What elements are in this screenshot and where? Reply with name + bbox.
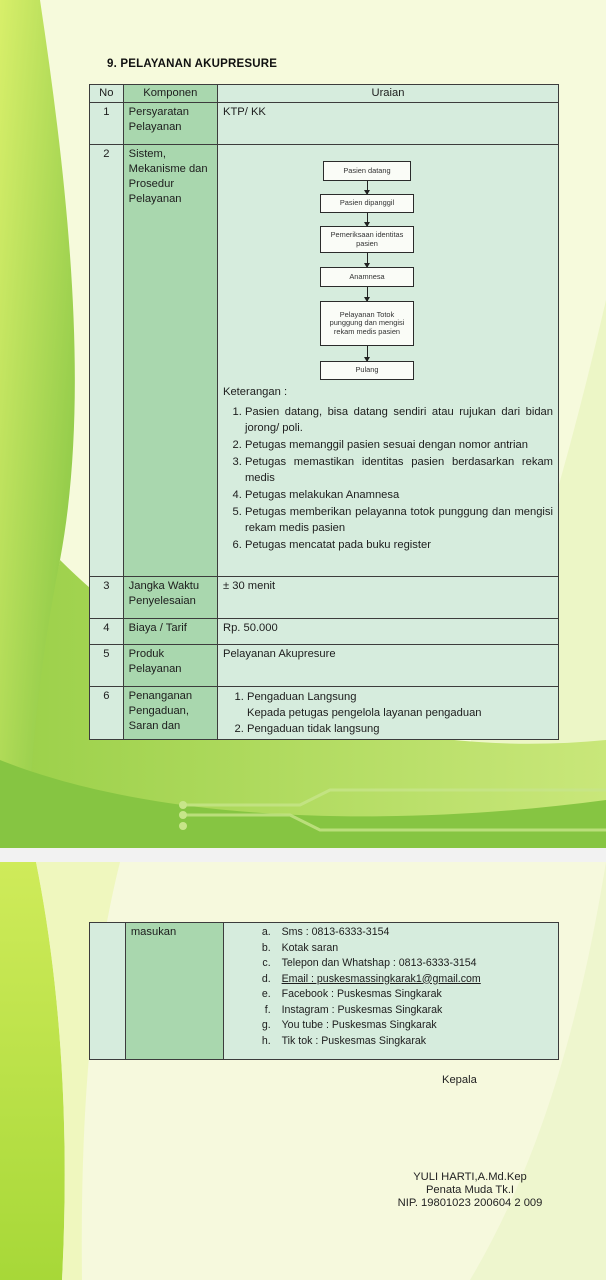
flow-arrow: [367, 346, 368, 361]
row-number: [90, 923, 126, 1060]
keterangan-label: Keterangan :: [222, 386, 288, 398]
row-komponen: Biaya / Tarif: [123, 619, 217, 645]
table-row: [90, 145, 559, 577]
list-item: e. Facebook : Puskesmas Singkarak: [274, 987, 553, 1003]
row-number: 6: [90, 687, 124, 740]
header-uraian: Uraian: [217, 85, 558, 103]
pengaduan-list: [223, 689, 553, 737]
service-standard-table-continued: [89, 922, 559, 1060]
signature-block: [380, 1171, 560, 1210]
pengaduan-channel-list: [229, 925, 553, 1049]
list-item: 1. Pasien datang, bisa datang sendiri atau rujukan dari bidan jorong/ poli.: [245, 404, 553, 436]
signature-title: Kepala: [442, 1074, 477, 1086]
signatory-rank: Penata Muda Tk.I: [425, 1184, 515, 1196]
row-uraian: Pelayanan Akupresure: [217, 645, 558, 687]
list-item: 4. Petugas melakukan Anamnesa: [245, 487, 553, 503]
flow-arrow: [367, 213, 368, 226]
header-no: No: [90, 85, 124, 103]
list-item: f. Instagram : Puskesmas Singkarak: [274, 1003, 553, 1019]
signatory-nip: NIP. 19801023 200604 2 009: [397, 1197, 543, 1209]
row-komponen: Penanganan Pengaduan, Saran dan: [123, 687, 217, 740]
row-number: 2: [90, 145, 124, 577]
row-uraian: [223, 923, 558, 1060]
list-item: 2. Petugas memanggil pasien sesuai dengan nomor antrian: [245, 437, 553, 453]
list-item: a. Sms : 0813-6333-3154: [274, 925, 553, 941]
table-row: [90, 645, 559, 687]
list-item: 6. Petugas mencatat pada buku register: [245, 537, 553, 553]
flow-step: Pulang: [320, 361, 414, 380]
row-uraian: ± 30 menit: [217, 577, 558, 619]
list-item: [247, 689, 553, 721]
flow-step: Pemeriksaan identitas pasien: [320, 226, 414, 253]
flow-arrow: [367, 181, 368, 194]
list-item: c. Telepon dan Whatshap : 0813-6333-3154: [274, 956, 553, 972]
pengaduan-item-title: Pengaduan Langsung: [246, 691, 357, 703]
flow-step: Pelayanan Totok punggung dan mengisi rekam medis pasien: [320, 301, 414, 346]
row-uraian: [217, 687, 558, 740]
flow-arrow: [367, 287, 368, 301]
table-header-row: [90, 85, 559, 103]
row-number: 5: [90, 645, 124, 687]
keterangan-list: [223, 404, 553, 553]
row-uraian: Rp. 50.000: [217, 619, 558, 645]
row-number: 1: [90, 103, 124, 145]
list-item: 3. Petugas memastikan identitas pasien berdasarkan rekam medis: [245, 454, 553, 486]
flow-arrow: [367, 253, 368, 267]
table-row: [90, 103, 559, 145]
row-komponen: Sistem, Mekanisme dan Prosedur Pelayanan: [123, 145, 217, 577]
row-komponen: Produk Pelayanan: [123, 645, 217, 687]
document-page-2: [0, 862, 606, 1280]
header-komponen: Komponen: [123, 85, 217, 103]
row-uraian: [217, 145, 558, 577]
list-item: 5. Petugas memberikan pelayanna totok punggung dan mengisi rekam medis pasien: [245, 504, 553, 536]
row-number: 4: [90, 619, 124, 645]
row-number: 3: [90, 577, 124, 619]
list-item: 2. Pengaduan tidak langsung: [247, 721, 553, 737]
list-item: b. Kotak saran: [274, 941, 553, 957]
pengaduan-item-detail: Kepada petugas pengelola layanan pengaduan: [246, 707, 482, 719]
page-title: 9. PELAYANAN AKUPRESURE: [107, 58, 278, 70]
flow-step: Anamnesa: [320, 267, 414, 287]
table-row: [90, 577, 559, 619]
row-komponen: masukan: [125, 923, 223, 1060]
table-row: [90, 687, 559, 740]
row-uraian: KTP/ KK: [217, 103, 558, 145]
row-komponen: Persyaratan Pelayanan: [123, 103, 217, 145]
table-row: [90, 923, 559, 1060]
signatory-name: YULI HARTI,A.Md.Kep: [413, 1171, 527, 1183]
list-item: h. Tik tok : Puskesmas Singkarak: [274, 1034, 553, 1050]
procedure-flowchart: [223, 149, 553, 379]
row-komponen: Jangka Waktu Penyelesaian: [123, 577, 217, 619]
table-row: [90, 619, 559, 645]
email-link[interactable]: d. Email : puskesmassingkarak1@gmail.com: [274, 972, 553, 988]
flow-step: Pasien datang: [323, 161, 411, 181]
flow-step: Pasien dipanggil: [320, 194, 414, 213]
service-standard-table: [89, 84, 559, 740]
list-item: g. You tube : Puskesmas Singkarak: [274, 1018, 553, 1034]
